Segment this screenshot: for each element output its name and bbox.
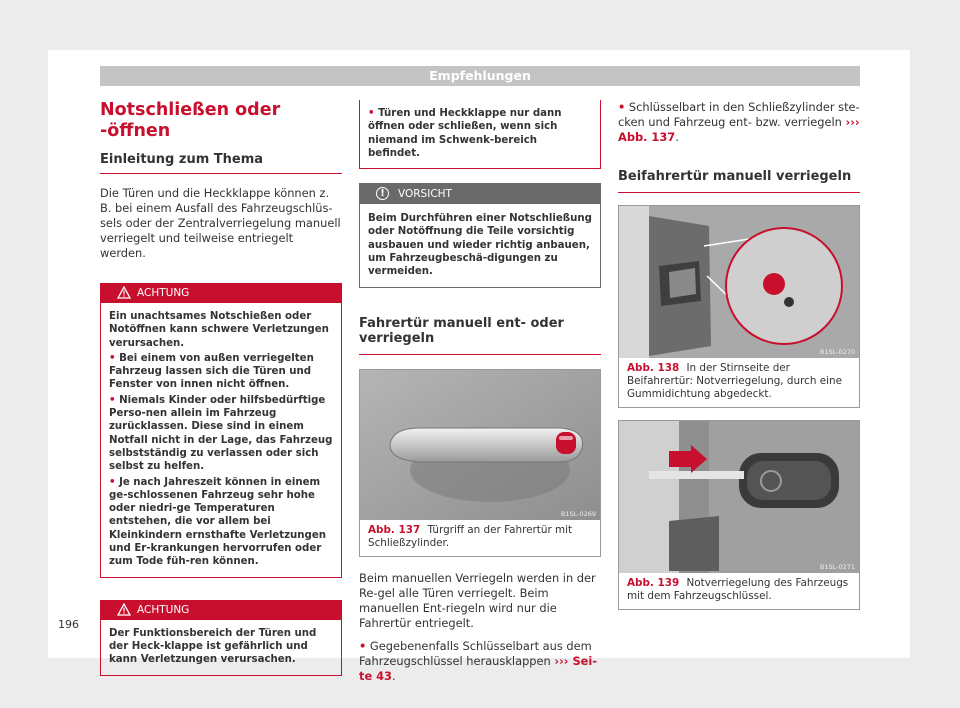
figure-138: [618, 205, 860, 408]
instruction-item: • Schlüsselbart in den Schließzylinder ste-cken und Fahrzeug ent- bzw. verriegeln ››› Abb. 137.: [618, 100, 860, 144]
warning-box-2: [100, 600, 342, 676]
instruction-item: • Gegebenenfalls Schlüsselbart aus dem Fahrzeugschlüssel herausklappen ››› Sei-te 43.: [359, 638, 597, 683]
warning-item: • Bei einem von außen verriegelten Fahrzeug lassen sich die Türen und Fenster von innen nicht öffnen.: [109, 352, 314, 391]
caution-label: VORSICHT: [398, 188, 452, 201]
warning-header: [101, 601, 341, 620]
warning-box-1: [100, 283, 342, 578]
caution-text: Beim Durchführen einer Notschließung oder Notöffnung die Teile vorsichtig ausbauen und wieder richtig anbauen, um Fahrzeugbeschä-digungen zu vermeiden.: [368, 213, 592, 278]
column-2: [359, 100, 601, 684]
figure-code: B1SL-0270: [819, 348, 855, 356]
figure-code: B1SL-0271: [819, 563, 855, 571]
caution-box: [359, 183, 601, 287]
section-header: Empfehlungen: [100, 66, 860, 86]
figure-reference-link[interactable]: ››› Abb. 137: [618, 115, 860, 144]
warning-item: • Niemals Kinder oder hilfsbedürftige Perso-nen allein im Fahrzeug zurücklassen. Diese sind in einem Notfall nicht in der Lage, das Fahrzeug selbstständig zu verlassen oder sich selbst zu helfen.: [109, 394, 333, 473]
warning-label: ACHTUNG: [137, 603, 190, 616]
warning-item: • Je nach Jahreszeit können in einem ge-schlossenen Fahrzeug sehr hohe oder niedri-ge Temperaturen entstehen, die vor allem bei Kleinkindern ernsthafte Verletzungen und Er-krankungen hervorrufen oder zum Tode füh-ren können.: [109, 476, 327, 568]
figure-137: [359, 369, 601, 557]
warning-continuation: [359, 100, 601, 169]
page-title: Notschließen oder -öffnen: [100, 100, 281, 141]
door-edge-illustration: [619, 206, 859, 358]
figure-code: B1SL-0269: [560, 509, 596, 518]
intro-paragraph: Die Türen und die Heckklappe können z. B. bei einem Ausfall des Fahrzeugschlüs-sels oder der Zentralverriegelung manuell verriegelt und teilweise entriegelt werden.: [100, 186, 341, 260]
page-number: 196: [58, 618, 79, 631]
figure-caption: Abb. 138 In der Stirnseite der Beifahrertür: Notverriegelung, durch eine Gummidichtung abgedeckt.: [627, 362, 842, 400]
column-3: [618, 100, 860, 610]
caution-header: [360, 184, 600, 204]
warning-triangle-icon: [117, 603, 131, 616]
section-subtitle: Einleitung zum Thema: [100, 152, 342, 174]
warning-lead: Ein unachtsames Notschießen oder Notöffnen kann schwere Verletzungen verursachen.: [109, 311, 329, 349]
warning-header: [101, 284, 341, 303]
figure-139: [618, 420, 860, 610]
body-paragraph: Beim manuellen Verriegeln werden in der Re-gel alle Türen verriegelt. Beim manuellen Ent-riegeln wird nur die Fahrertür entriegelt.: [359, 570, 596, 630]
figure-caption: Abb. 139 Notverriegelung des Fahrzeugs mit dem Fahrzeugschlüssel.: [627, 577, 849, 602]
figure-caption: Abb. 137 Türgriff an der Fahrertür mit Schließzylinder.: [368, 523, 573, 549]
section-heading: Fahrertür manuell ent- oder verriegeln: [359, 316, 601, 355]
caution-info-icon: !: [376, 187, 389, 200]
column-1: [100, 100, 342, 676]
warning-text: Der Funktionsbereich der Türen und der Heck-klappe ist gefährlich und kann Verletzungen verursachen.: [109, 627, 317, 666]
key-lock-illustration: [619, 421, 859, 573]
warning-label: ACHTUNG: [137, 287, 190, 299]
section-heading: Beifahrertür manuell verriegeln: [618, 169, 860, 193]
page-reference-link[interactable]: ››› Sei-te 43: [359, 653, 597, 683]
warning-item: • Türen und Heckklappe nur dann öffnen oder schließen, wenn sich niemand im Schwenk-bereich befindet.: [368, 108, 562, 159]
door-handle-illustration: [360, 370, 600, 520]
warning-triangle-icon: [117, 286, 131, 299]
warning-body: [101, 303, 341, 577]
